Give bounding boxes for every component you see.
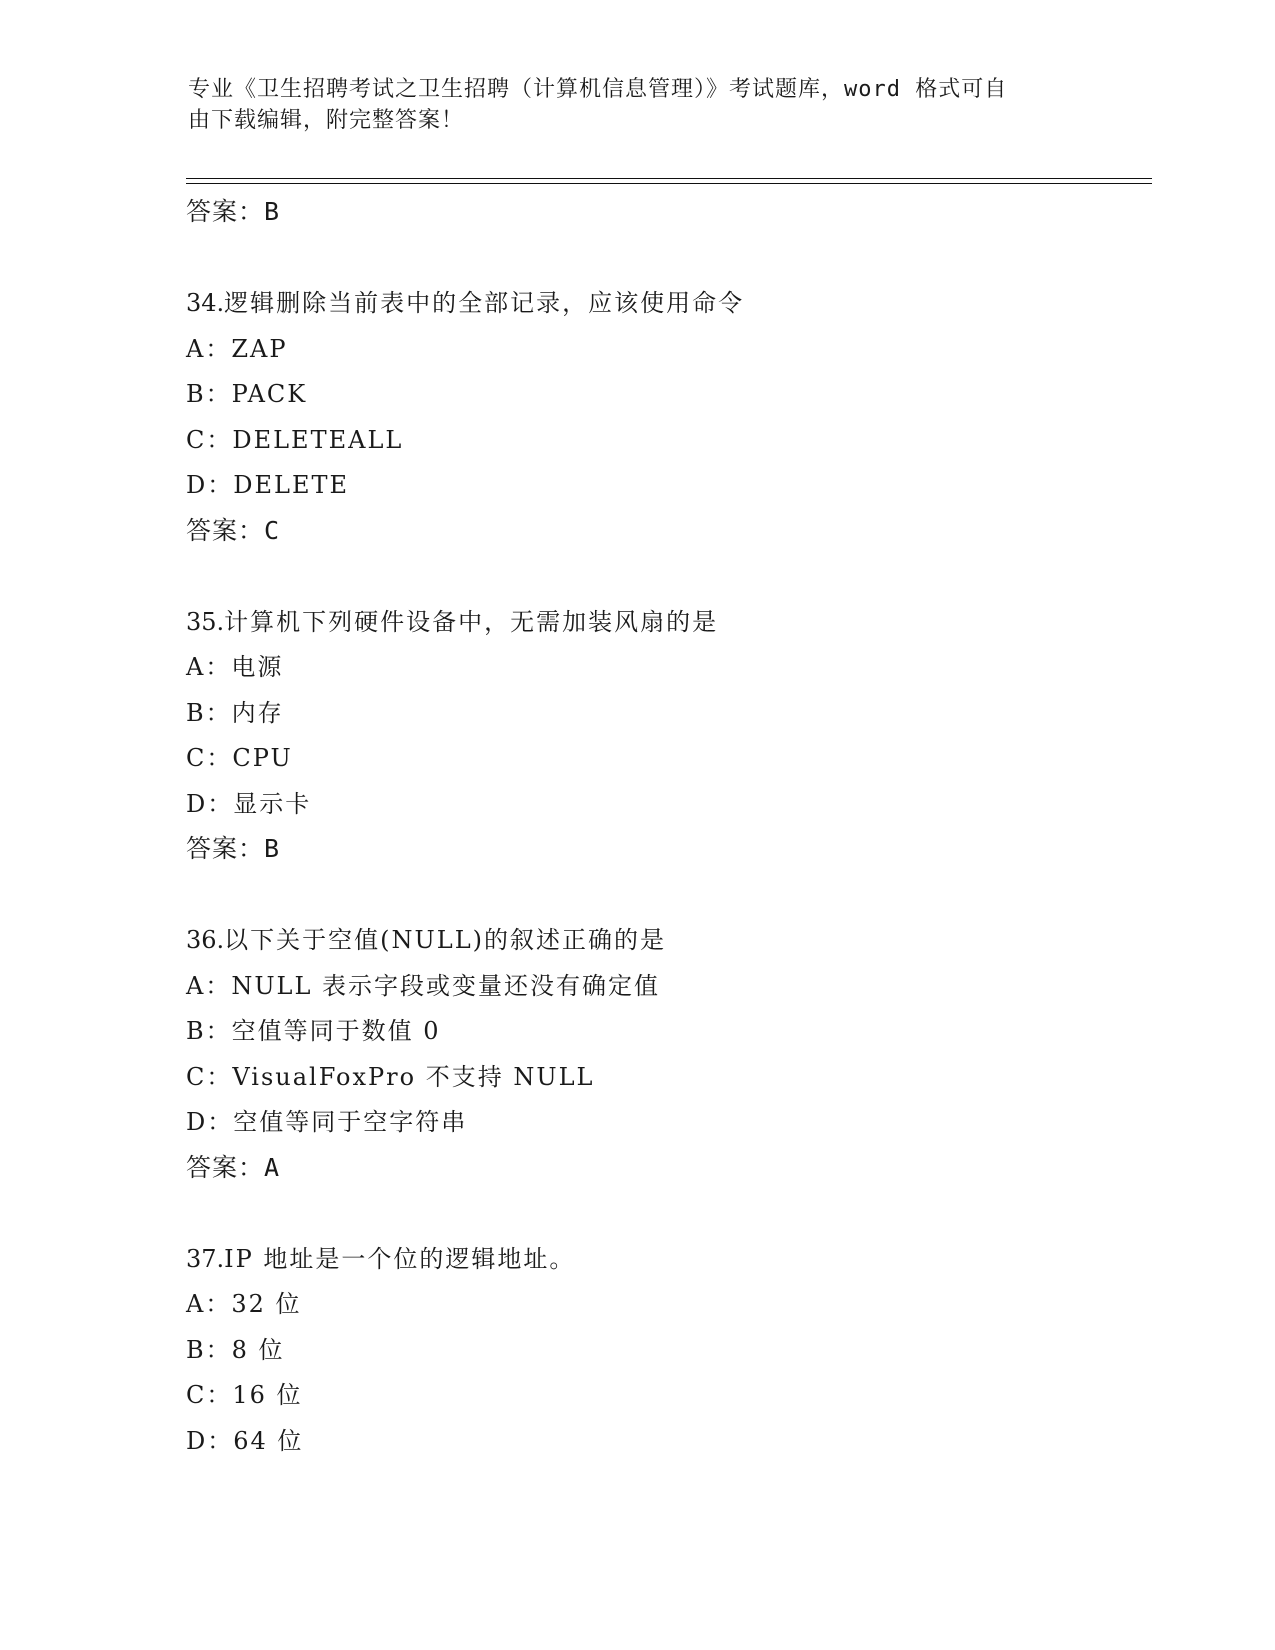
answer-line: 答案：B xyxy=(186,834,281,863)
option-a: A：32 位 xyxy=(186,1290,302,1318)
question-text: 以下关于空值(NULL)的叙述正确的是 xyxy=(224,926,666,954)
question-number: 35. xyxy=(186,607,225,636)
option-c: C：16 位 xyxy=(186,1381,303,1409)
question-text: IP 地址是一个位的逻辑地址。 xyxy=(224,1244,576,1273)
option-b: B：内存 xyxy=(186,698,284,727)
question-number: 36. xyxy=(186,926,225,954)
option-d: D：DELETE xyxy=(186,471,349,499)
question-number: 34. xyxy=(186,289,225,317)
answer-line: 答案：C xyxy=(186,515,281,545)
question-text: 逻辑删除当前表中的全部记录，应该使用命令 xyxy=(224,289,745,317)
question-list xyxy=(186,190,1146,1464)
header-line-2: 由下载编辑，附完整答案！ xyxy=(188,108,465,133)
option-c: C：DELETEALL xyxy=(186,425,404,454)
question-stem xyxy=(186,600,1146,646)
option-c: C：CPU xyxy=(186,744,293,772)
question-35 xyxy=(186,600,1146,872)
document-header xyxy=(188,74,1088,136)
question-stem xyxy=(186,1237,1146,1283)
option-c: C：VisualFoxPro 不支持 NULL xyxy=(186,1062,595,1091)
header-divider-bottom xyxy=(186,183,1152,184)
question-37 xyxy=(186,1237,1146,1465)
question-stem xyxy=(186,918,1146,964)
question-number: 37. xyxy=(186,1244,225,1273)
option-a: A：NULL 表示字段或变量还没有确定值 xyxy=(186,971,661,1000)
header-divider-top xyxy=(186,178,1152,179)
option-d: D：显示卡 xyxy=(186,789,312,818)
option-a: A：电源 xyxy=(186,653,284,681)
answer-line: 答案：A xyxy=(186,1152,281,1182)
option-d: D：空值等同于空字符串 xyxy=(186,1108,468,1136)
question-36 xyxy=(186,918,1146,1190)
option-b: B：空值等同于数值 0 xyxy=(186,1017,441,1045)
answer-line: 答案：B xyxy=(186,197,281,226)
question-stem xyxy=(186,281,1146,327)
header-line-1: 专业《卫生招聘考试之卫生招聘（计算机信息管理）》考试题库，word 格式可自 xyxy=(188,77,1008,102)
option-b: B：8 位 xyxy=(186,1335,285,1364)
question-34 xyxy=(186,281,1146,553)
question-text: 计算机下列硬件设备中，无需加装风扇的是 xyxy=(224,607,719,636)
option-a: A：ZAP xyxy=(186,334,288,363)
option-b: B：PACK xyxy=(186,380,308,408)
option-d: D：64 位 xyxy=(186,1426,304,1455)
